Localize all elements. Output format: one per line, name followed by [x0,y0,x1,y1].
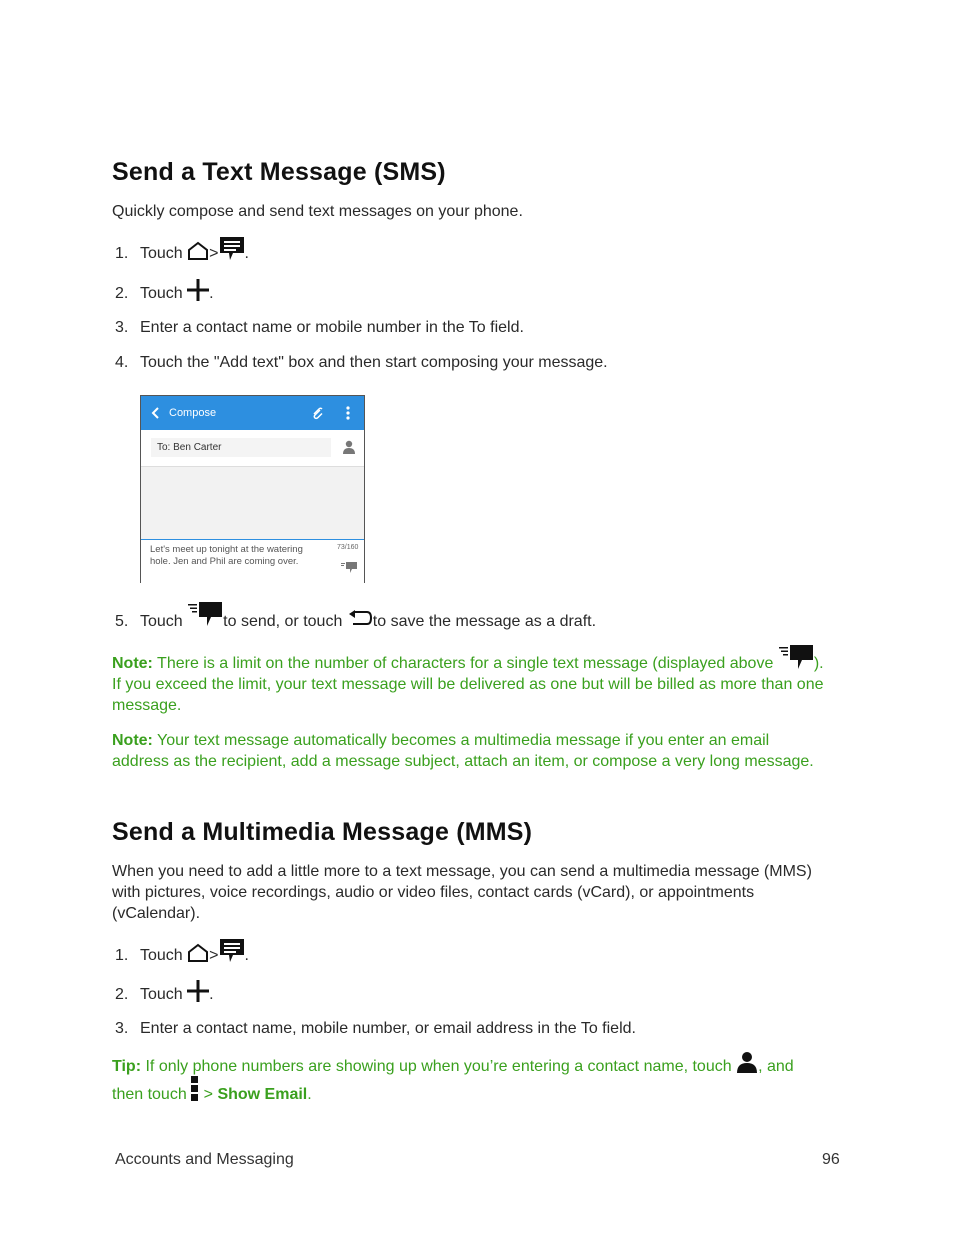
messages-icon [219,236,245,262]
message-line-1: Let's meet up tonight at the watering [150,544,303,555]
send-icon [187,602,223,628]
messages-icon [219,938,245,964]
send-icon [778,645,814,671]
to-field: To: Ben Carter [151,438,331,457]
back-arrow-icon [347,609,373,629]
contact-person-icon [343,440,355,454]
more-vertical-icon [346,406,350,420]
note-multimedia-conversion: Note: Your text message automatically becomes a multimedia message if you enter an email address as the recipient, add a message subject, attach an item, or compose a very long message. [112,732,814,770]
sms-heading: Send a Text Message (SMS) [112,158,446,186]
home-icon [187,943,209,963]
compose-screenshot [140,395,365,583]
mms-intro: When you need to add a little more to a text message, you can send a multimedia message (MMS) with pictures, voice recordings, audio or video files, contact cards (vCard), or appointments (vCalendar). [112,863,812,922]
send-small-icon [341,562,357,574]
tip-show-email: Tip: If only phone numbers are showing up when you’re entering a contact name, touch , and then touch > Show Email. [112,1056,852,1105]
note-character-limit: Note: There is a limit on the number of characters for a single text message (displayed above ). If you exceed the limit, your text message will be delivered as one but will be billed as more than one message. [112,653,852,716]
plus-icon [187,980,209,1002]
attach-icon [311,406,323,420]
home-icon [187,241,209,261]
person-icon [736,1051,758,1073]
more-vertical-icon [191,1076,199,1102]
message-line-2: hole. Jen and Phil are coming over. [150,556,299,567]
compose-title-bar [141,396,364,430]
message-box [141,539,364,584]
plus-icon [187,279,209,301]
sms-intro: Quickly compose and send text messages on your phone. [112,203,523,220]
char-count: 73/160 [337,544,359,551]
footer-section: Accounts and Messaging [115,1151,294,1168]
page-number: 96 [822,1151,840,1168]
compose-title: Compose [169,407,217,419]
mms-heading: Send a Multimedia Message (MMS) [112,818,533,846]
to-row [141,430,364,467]
show-email-option: Show Email [217,1086,308,1103]
back-chevron-icon [151,407,159,419]
